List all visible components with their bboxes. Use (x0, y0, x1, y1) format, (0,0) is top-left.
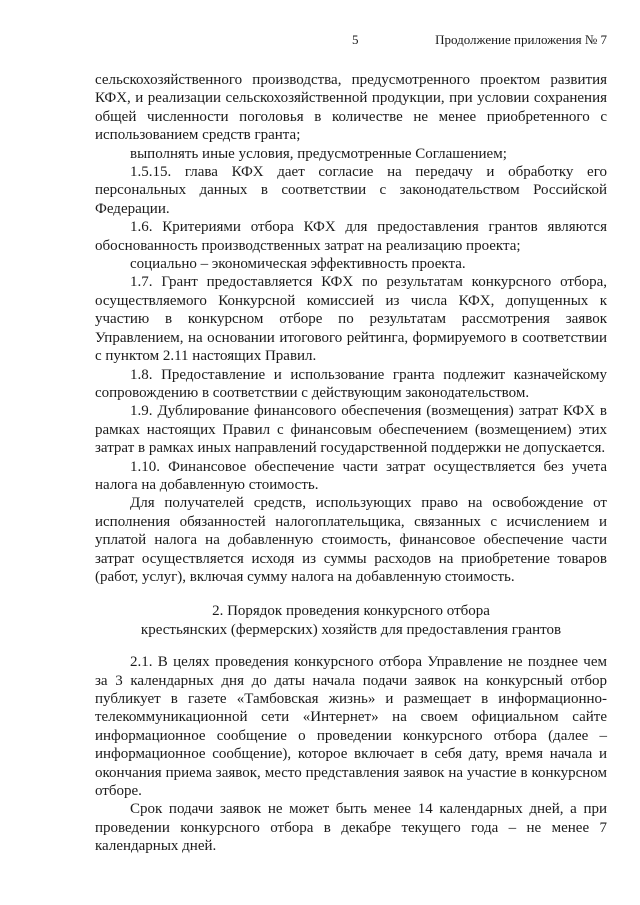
paragraph-1-6: 1.6. Критериями отбора КФХ для предоставления грантов являются обоснованность производственных затрат на реализацию проекта; (95, 219, 607, 254)
paragraph-1-6-criterion-2: социально – экономическая эффективность проекта. (130, 256, 466, 273)
paragraph-1: сельскохозяйственного производства, предусмотренного проектом развития КФХ, и реализации сельскохозяйственной продукции, при условии сохранения общей численности поголовья в количестве не менее приобретенного с использованием средств гранта; (95, 72, 607, 144)
section-title-line-2: крестьянских (фермерских) хозяйств для предоставления грантов (140, 621, 562, 638)
paragraph-1-7: 1.7. Грант предоставляется КФХ по результатам конкурсного отбора, осуществляемого Конкурсной комиссией из числа КФХ, допущенных к участию в конкурсном отборе по результатам рассмотрения заявок Управлением, на основании итогового рейтинга, формируемого в соответствии с пунктом 2.11 настоящих Правил. (95, 274, 607, 365)
paragraph-2-1: 2.1. В целях проведения конкурсного отбора Управление не позднее чем за 3 календарных дня до даты начала подачи заявок на конкурсный отбор публикует в газете «Тамбовская жизнь» и размещает в информационно-телекоммуникационной сети «Интернет» на своем официальном сайте информационное сообщение о проведении конкурсного отбора (далее – информационное сообщение), которое включает в себя дату, время начала и окончания приема заявок, место представления заявок на участие в конкурсном отборе. (95, 654, 607, 800)
paragraph-application-period: Срок подачи заявок не может быть менее 14 календарных дней, а при проведении конкурсного отбора в декабре текущего года – не менее 7 календарных дней. (95, 801, 607, 855)
paragraph-2: выполнять иные условия, предусмотренные Соглашением; (130, 145, 507, 162)
paragraph-1-9: 1.9. Дублирование финансового обеспечения (возмещения) затрат КФХ в рамках настоящих Правил с финансовым обеспечением (возмещением) этих затрат в рамках иных направлений государственной поддержки не допускается. (95, 403, 607, 457)
paragraph-1-8: 1.8. Предоставление и использование гранта подлежит казначейскому сопровождению в соответствии с действующим законодательством. (95, 366, 607, 401)
paragraph-vat-exemption: Для получателей средств, использующих право на освобождение от исполнения обязанностей налогоплательщика, связанных с исчислением и уплатой налога на добавленную стоимость, финансовое обеспечение части затрат осуществляется исходя из суммы расходов на приобретение товаров (работ, услуг), включая сумму налога на добавленную стоимость. (95, 495, 607, 585)
document-body (95, 71, 607, 856)
section-2-title (95, 602, 607, 639)
paragraph-1-10: 1.10. Финансовое обеспечение части затрат осуществляется без учета налога на добавленную стоимость. (95, 458, 607, 493)
section-title-line-1: 2. Порядок проведения конкурсного отбора (212, 603, 490, 620)
appendix-continuation-header: Продолжение приложения № 7 (435, 32, 607, 47)
paragraph-1-5-15: 1.5.15. глава КФХ дает согласие на передачу и обработку его персональных данных в соответствии с законодательством Российской Федерации. (95, 164, 607, 217)
page-number: 5 (352, 32, 359, 47)
